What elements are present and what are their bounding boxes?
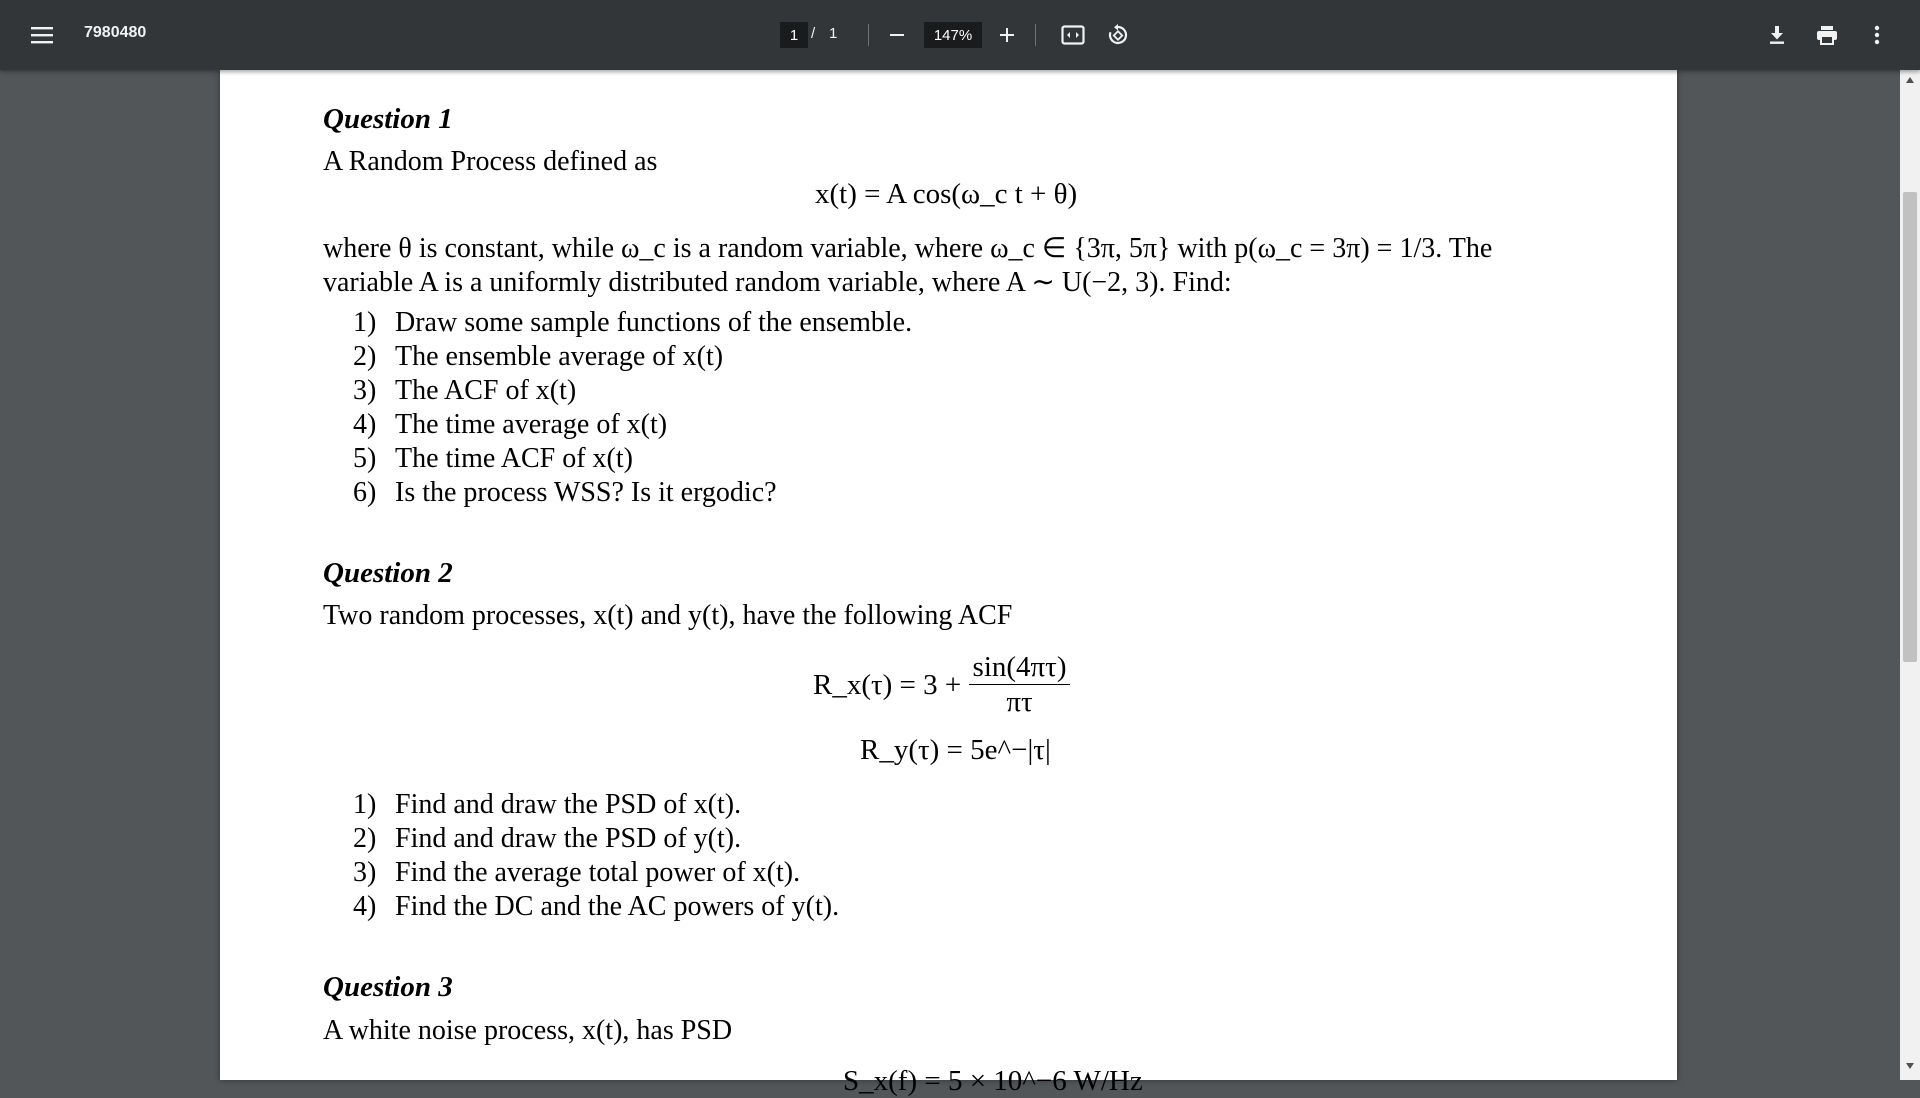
question-1-item xyxy=(353,306,912,340)
question-2-equation-2: R_y(τ) = 5e^−|τ| xyxy=(860,734,1051,766)
question-1-heading: Question 1 xyxy=(323,103,453,135)
question-3-heading: Question 3 xyxy=(323,971,453,1003)
minus-icon[interactable] xyxy=(877,15,917,55)
item-text: Draw some sample functions of the ensemble. xyxy=(395,307,913,338)
item-number: 3) xyxy=(353,375,377,406)
plus-icon[interactable] xyxy=(987,15,1027,55)
current-page-input[interactable]: 1 xyxy=(780,22,808,48)
total-pages: 1 xyxy=(829,25,838,42)
pdf-page xyxy=(220,70,1677,1097)
item-text: Find the DC and the AC powers of y(t). xyxy=(395,891,840,922)
item-number: 2) xyxy=(353,341,377,372)
question-2-item xyxy=(353,788,741,822)
pdf-toolbar xyxy=(0,0,1920,70)
question-2-item xyxy=(353,822,741,856)
question-1-item xyxy=(353,408,667,442)
scroll-down-arrow-icon[interactable] xyxy=(1900,1062,1920,1076)
question-1-item xyxy=(353,374,576,408)
item-number: 1) xyxy=(353,307,377,338)
question-1-item xyxy=(353,442,633,476)
document-viewer[interactable] xyxy=(0,70,1900,1097)
fraction-numerator: sin(4πτ) xyxy=(969,650,1071,685)
item-number: 6) xyxy=(353,477,377,508)
fraction-denominator: πτ xyxy=(1006,686,1033,718)
item-text: The time average of x(t) xyxy=(395,409,668,440)
rotate-icon[interactable] xyxy=(1098,15,1138,55)
scroll-up-arrow-icon[interactable] xyxy=(1900,76,1920,90)
question-3-intro: A white noise process, x(t), has PSD xyxy=(323,1015,733,1046)
question-3-partial-equation: S_x(f) = 5 × 10^−6 W/Hz xyxy=(843,1065,1143,1097)
item-text: The ACF of x(t) xyxy=(395,375,577,406)
fit-to-page-icon[interactable] xyxy=(1053,15,1093,55)
item-number: 3) xyxy=(353,857,377,888)
document-title: 7980480 xyxy=(84,24,147,41)
question-2-equation-1 xyxy=(813,650,1070,719)
equation-fraction xyxy=(969,650,1071,719)
hamburger-menu-icon[interactable] xyxy=(22,15,62,55)
item-text: The time ACF of x(t) xyxy=(395,443,633,474)
page-separator: / xyxy=(811,25,816,42)
more-vert-icon[interactable] xyxy=(1857,15,1897,55)
item-text: Find the average total power of x(t). xyxy=(395,857,801,888)
question-1-equation: x(t) = A cos(ω_c t + θ) xyxy=(815,178,1078,210)
question-2-item xyxy=(353,890,839,924)
print-icon[interactable] xyxy=(1807,15,1847,55)
item-number: 4) xyxy=(353,409,377,440)
item-number: 1) xyxy=(353,789,377,820)
question-2-item xyxy=(353,856,800,890)
item-text: The ensemble average of x(t) xyxy=(395,341,724,372)
download-icon[interactable] xyxy=(1757,15,1797,55)
scrollbar-thumb[interactable] xyxy=(1903,192,1917,662)
item-number: 4) xyxy=(353,891,377,922)
toolbar-divider xyxy=(868,24,869,46)
zoom-input[interactable]: 147% xyxy=(924,22,982,48)
question-2-heading: Question 2 xyxy=(323,557,453,589)
question-1-item xyxy=(353,476,777,510)
item-number: 5) xyxy=(353,443,377,474)
item-text: Find and draw the PSD of x(t). xyxy=(395,789,742,820)
question-1-body-line-2: variable A is a uniformly distributed random variable, where A ∼ U(−2, 3). Find: xyxy=(323,267,1232,298)
question-1-intro: A Random Process defined as xyxy=(323,146,658,177)
item-text: Is the process WSS? Is it ergodic? xyxy=(395,477,777,508)
question-2-intro: Two random processes, x(t) and y(t), have the following ACF xyxy=(323,600,1013,631)
vertical-scrollbar[interactable] xyxy=(1900,70,1920,1080)
equation-lhs: R_x(τ) = 3 + xyxy=(813,668,962,701)
item-number: 2) xyxy=(353,823,377,854)
question-1-item xyxy=(353,340,723,374)
item-text: Find and draw the PSD of y(t). xyxy=(395,823,742,854)
question-1-body-line-1: where θ is constant, while ω_c is a random variable, where ω_c ∈ {3π, 5π} with p(ω_c = 3π) = 1/3. The xyxy=(323,233,1493,264)
toolbar-divider xyxy=(1035,24,1036,46)
